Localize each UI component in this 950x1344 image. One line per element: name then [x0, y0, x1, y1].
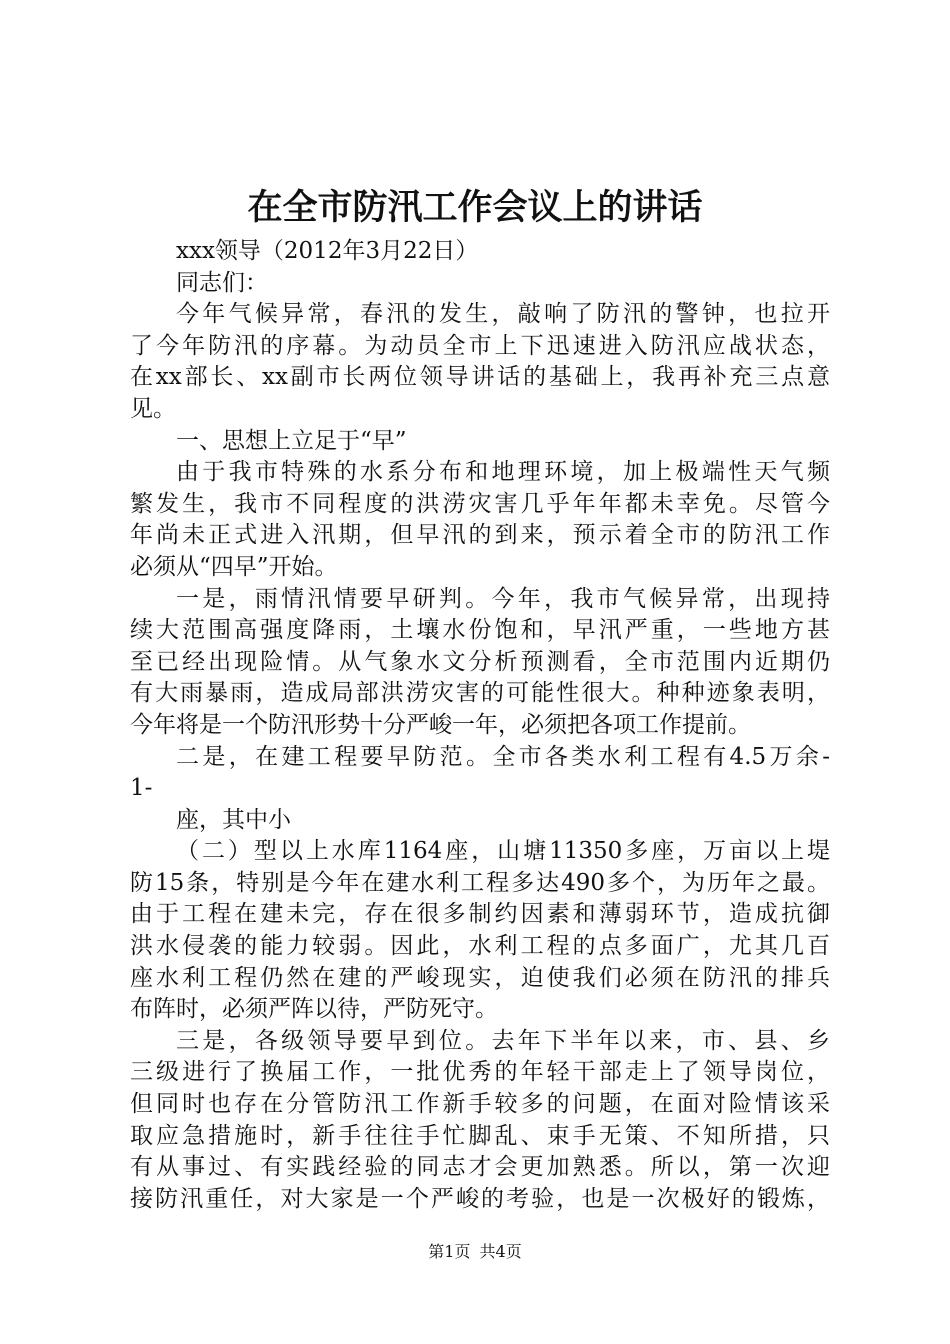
paragraph-line: 取应急措施时，新手往往手忙脚乱、束手无策、不知所措，只	[130, 1122, 830, 1149]
document-body	[130, 236, 830, 1215]
paragraph-line: 由于工程在建未完，存在很多制约因素和薄弱环节，造成抗御	[130, 901, 830, 928]
page-total: 共4页	[479, 1242, 522, 1261]
page-footer	[0, 1242, 950, 1262]
paragraph-line: 年尚未正式进入汛期，但早汛的到来，预示着全市的防汛工作	[130, 522, 830, 549]
paragraph-line: 三级进行了换届工作，一批优秀的年轻干部走上了领导岗位，	[130, 1059, 830, 1086]
paragraph-line: 二是，在建工程要早防范。全市各类水利工程有4.5万余-	[176, 743, 830, 770]
paragraph-line: （二）型以上水库1164座，山塘11350多座，万亩以上堤	[176, 838, 830, 865]
paragraph-line: 布阵时，必须严阵以待，严防死守。	[130, 996, 498, 1023]
paragraph-line: 由于我市特殊的水系分布和地理环境，加上极端性天气频	[176, 459, 830, 486]
paragraph-line: 续大范围高强度降雨，土壤水份饱和，早汛严重，一些地方甚	[130, 617, 830, 644]
author-date-line: xxx领导（2012年3月22日）	[176, 238, 479, 264]
section-heading: 一、思想上立足于“早”	[176, 427, 407, 454]
paragraph-line: 今年将是一个防汛形势十分严峻一年，必须把各项工作提前。	[130, 711, 751, 738]
paragraph-line: 在xx部长、xx副市长两位领导讲话的基础上，我再补充三点意	[130, 364, 830, 391]
paragraph-line: 接防汛重任，对大家是一个严峻的考验，也是一次极好的锻炼，	[130, 1185, 830, 1212]
paragraph-line: 繁发生，我市不同程度的洪涝灾害几乎年年都未幸免。尽管今	[130, 490, 830, 517]
paragraph-line: 座，其中小	[176, 806, 291, 833]
paragraph-line: 一是，雨情汛情要早研判。今年，我市气候异常，出现持	[176, 585, 830, 612]
paragraph-line: 有从事过、有实践经验的同志才会更加熟悉。所以，第一次迎	[130, 1154, 830, 1181]
paragraph-line: 了今年防汛的序幕。为动员全市上下迅速进入防汛应战状态，	[130, 332, 830, 359]
paragraph-line: 但同时也存在分管防汛工作新手较多的问题，在面对险情该采	[130, 1091, 830, 1118]
paragraph-line: 见。	[130, 395, 176, 422]
document-title: 在全市防汛工作会议上的讲话	[247, 187, 703, 228]
paragraph-line: 座水利工程仍然在建的严峻现实，迫使我们必须在防汛的排兵	[130, 964, 830, 991]
paragraph-line: 洪水侵袭的能力较弱。因此，水利工程的点多面广，尤其几百	[130, 933, 830, 960]
page-number: 第1页	[428, 1242, 471, 1261]
paragraph-line: 三是，各级领导要早到位。去年下半年以来，市、县、乡	[176, 1027, 830, 1054]
paragraph-line: 今年气候异常，春汛的发生，敲响了防汛的警钟，也拉开	[176, 301, 830, 328]
paragraph-line: 至已经出现险情。从气象水文分析预测看，全市范围内近期仍	[130, 648, 830, 675]
page-number-inline: 1-	[130, 775, 153, 802]
paragraph-line: 防15条，特别是今年在建水利工程多达490多个，为历年之最。	[130, 869, 830, 896]
paragraph-line: 必须从“四早”开始。	[130, 553, 338, 580]
paragraph-line: 有大雨暴雨，造成局部洪涝灾害的可能性很大。种种迹象表明，	[130, 680, 830, 707]
salutation-line: 同志们：	[176, 269, 268, 296]
